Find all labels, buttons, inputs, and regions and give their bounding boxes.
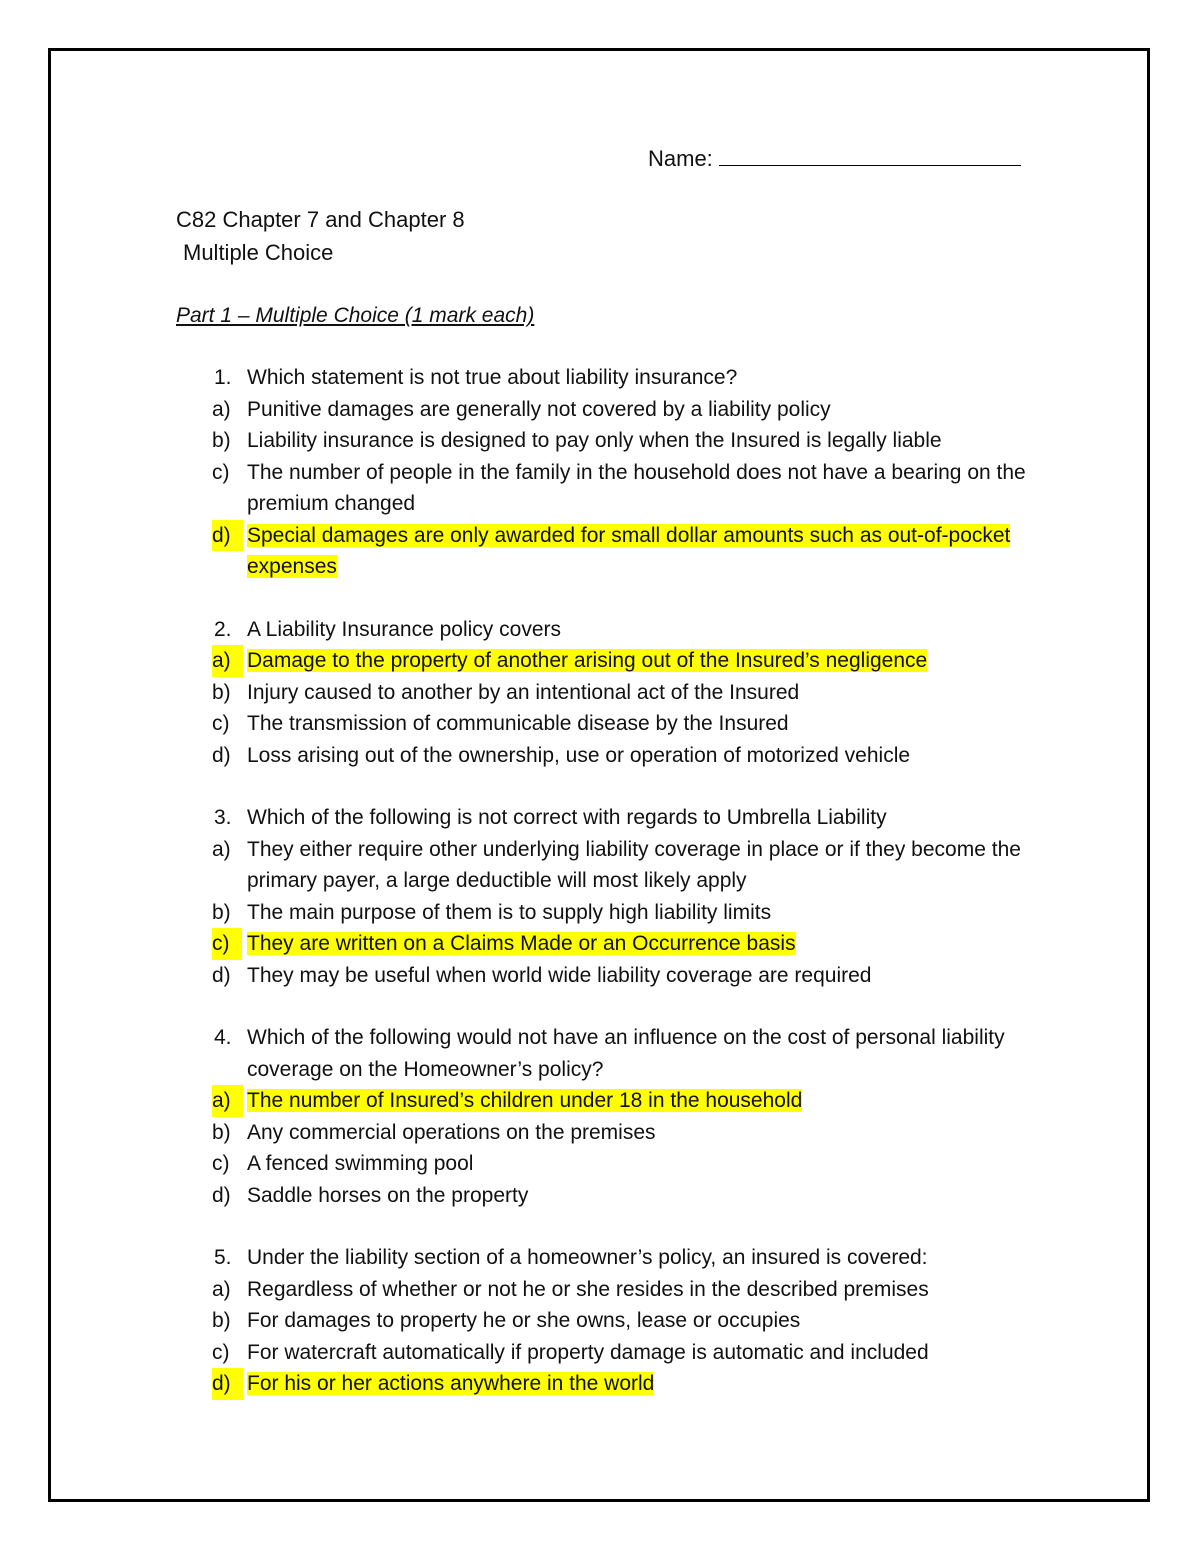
question-stem xyxy=(176,802,1036,834)
highlighted-answer-text: Damage to the property of another arising out of the Insured’s negligence xyxy=(247,649,928,672)
question-list xyxy=(176,362,1036,1431)
option-text: Loss arising out of the ownership, use or operation of motorized vehicle xyxy=(247,743,911,767)
option-letter: b) xyxy=(212,1120,231,1144)
option-letter: b) xyxy=(212,680,231,704)
question-number: 3. xyxy=(214,806,232,829)
question-2 xyxy=(176,614,1036,772)
question-stem xyxy=(176,614,1036,646)
answer-choice[interactable] xyxy=(176,897,1036,929)
option-letter: c) xyxy=(212,928,242,960)
answer-choice[interactable] xyxy=(176,740,1036,772)
answer-choice[interactable] xyxy=(176,1274,1036,1306)
question-stem xyxy=(176,362,1036,394)
option-letter: d) xyxy=(212,520,243,552)
option-text: For damages to property he or she owns, lease or occupies xyxy=(247,1309,801,1332)
option-text: They either require other underlying liability coverage in place or if they become the primary payer, a large deductible will most likely apply xyxy=(247,837,1021,892)
option-letter: c) xyxy=(212,712,230,735)
option-text: Injury caused to another by an intentional act of the Insured xyxy=(247,680,800,704)
answer-option[interactable] xyxy=(176,1368,1036,1400)
highlighted-answer-text: Special damages are only awarded for small dollar amounts such as out-of-pocket expenses xyxy=(247,523,1011,578)
option-letter: a) xyxy=(212,397,231,421)
question-text: Which statement is not true about liability insurance? xyxy=(247,366,738,389)
name-blank-line[interactable] xyxy=(719,143,1021,166)
option-letter: b) xyxy=(212,429,231,452)
question-3 xyxy=(176,802,1036,991)
option-letter: d) xyxy=(212,743,231,767)
highlighted-answer-text: They are written on a Claims Made or an Occurrence basis xyxy=(247,932,796,955)
question-number: 1. xyxy=(214,366,232,389)
question-text: Which of the following would not have an influence on the cost of personal liability coverage on the Homeowner’s policy? xyxy=(247,1026,1005,1081)
option-text: Any commercial operations on the premises xyxy=(247,1120,656,1144)
highlighted-answer-text: The number of Insured’s children under 18 in the household xyxy=(247,1089,803,1112)
question-4 xyxy=(176,1022,1036,1211)
answer-choice[interactable] xyxy=(176,834,1036,897)
option-letter: d) xyxy=(212,1368,243,1400)
option-text: A fenced swimming pool xyxy=(247,1152,474,1175)
highlighted-answer-text: For his or her actions anywhere in the world xyxy=(247,1372,655,1395)
name-field xyxy=(648,142,1021,176)
answer-option[interactable] xyxy=(176,928,1036,960)
option-text: For watercraft automatically if property damage is automatic and included xyxy=(247,1340,929,1364)
name-label: Name: xyxy=(648,146,713,171)
option-text: Liability insurance is designed to pay only when the Insured is legally liable xyxy=(247,429,942,452)
answer-choice[interactable] xyxy=(176,394,1036,426)
document-subtitle: Multiple Choice xyxy=(183,240,334,265)
answer-choice[interactable] xyxy=(176,708,1036,740)
document-title: C82 Chapter 7 and Chapter 8 xyxy=(176,207,465,232)
answer-choice[interactable] xyxy=(176,677,1036,709)
option-text: Punitive damages are generally not covered by a liability policy xyxy=(247,397,831,421)
option-letter: c) xyxy=(212,1340,230,1364)
answer-choice[interactable] xyxy=(176,1305,1036,1337)
option-text: The main purpose of them is to supply high liability limits xyxy=(247,900,772,924)
question-5 xyxy=(176,1242,1036,1400)
option-letter: d) xyxy=(212,963,231,987)
question-text: A Liability Insurance policy covers xyxy=(247,617,561,641)
question-stem xyxy=(176,1022,1036,1085)
part-heading: Part 1 – Multiple Choice (1 mark each) xyxy=(176,304,535,327)
option-letter: c) xyxy=(212,1152,230,1175)
option-letter: d) xyxy=(212,1183,231,1207)
option-letter: a) xyxy=(212,645,243,677)
option-letter: a) xyxy=(212,1085,243,1117)
question-text: Which of the following is not correct with regards to Umbrella Liability xyxy=(247,806,887,829)
answer-choice[interactable] xyxy=(176,1117,1036,1149)
option-letter: b) xyxy=(212,1309,231,1332)
option-text: Saddle horses on the property xyxy=(247,1183,529,1207)
answer-choice[interactable] xyxy=(176,1180,1036,1212)
option-text: Regardless of whether or not he or she resides in the described premises xyxy=(247,1277,929,1301)
answer-choice[interactable] xyxy=(176,425,1036,457)
answer-option[interactable] xyxy=(176,520,1036,583)
answer-choice[interactable] xyxy=(176,457,1036,520)
answer-option[interactable] xyxy=(176,1085,1036,1117)
option-text: They may be useful when world wide liability coverage are required xyxy=(247,963,872,987)
option-letter: a) xyxy=(212,1277,231,1301)
option-letter: a) xyxy=(212,837,231,861)
question-number: 5. xyxy=(214,1246,232,1269)
question-1 xyxy=(176,362,1036,583)
option-text: The transmission of communicable disease by the Insured xyxy=(247,712,789,735)
option-letter: c) xyxy=(212,460,230,484)
question-number: 4. xyxy=(214,1026,232,1049)
answer-option[interactable] xyxy=(176,645,1036,677)
option-letter: b) xyxy=(212,900,231,924)
question-number: 2. xyxy=(214,617,232,641)
answer-choice[interactable] xyxy=(176,1148,1036,1180)
answer-choice[interactable] xyxy=(176,960,1036,992)
question-text: Under the liability section of a homeowner’s policy, an insured is covered: xyxy=(247,1246,928,1269)
option-text: The number of people in the family in the household does not have a bearing on the premium changed xyxy=(247,460,1026,515)
answer-choice[interactable] xyxy=(176,1337,1036,1369)
question-stem xyxy=(176,1242,1036,1274)
